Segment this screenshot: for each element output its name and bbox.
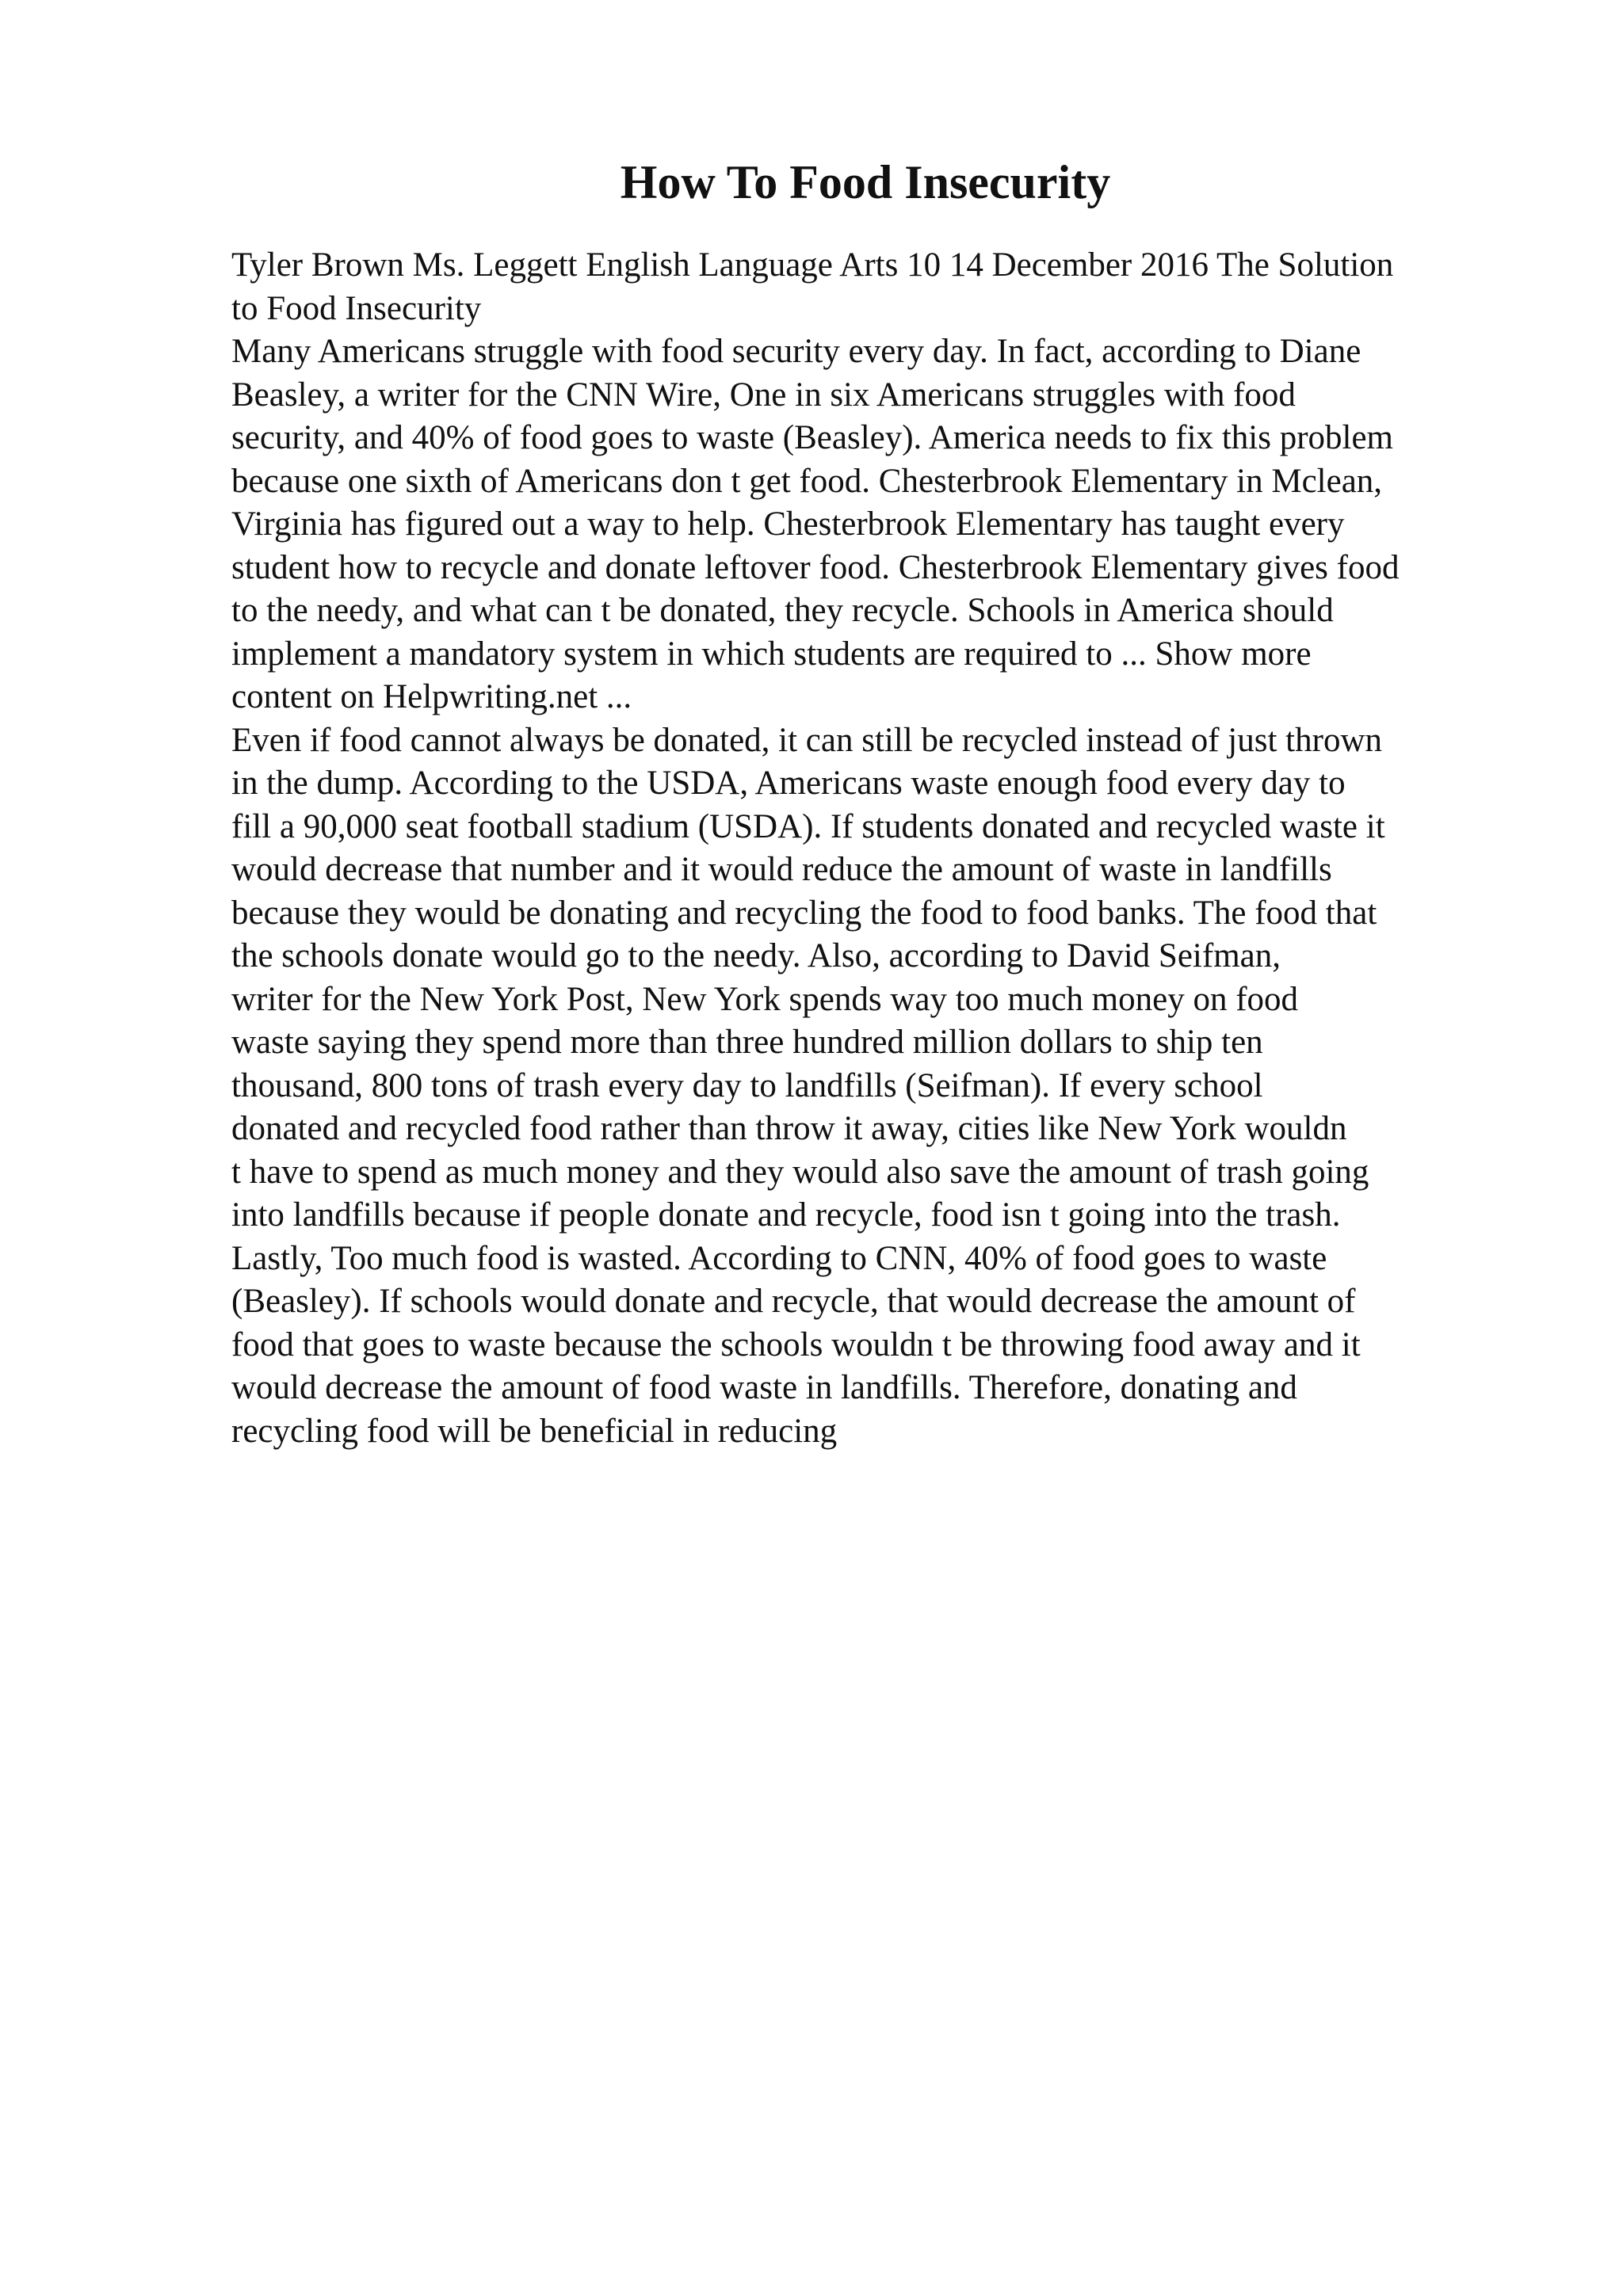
- body-paragraph: Even if food cannot always be donated, it can still be recycled instead of just thrown in the dump. According to the USDA, Americans waste enough food every day to fill a 90,000 seat football stadium (USDA). If students donated and recycled waste it would decrease that number and it would reduce the amount of waste in landfills because they would be donating and recycling the food to food banks. The food that the schools donate would go to the needy. Also, according to David Seifman, writer for the New York Post, New York spends way too much money on food waste saying they spend more than three hundred million dollars to ship ten thousand, 800 tons of trash every day to landfills (Seifman). If every school donated and recycled food rather than throw it away, cities like New York wouldn t have to spend as much money and they would also save the amount of trash going into landfills because if people donate and recycle, food isn t going into the trash. Lastly, Too much food is wasted. According to CNN, 40% of food goes to waste (Beasley). If schools would donate and recycle, that would decrease the amount of food that goes to waste because the schools wouldn t be throwing food away and it would decrease the amount of food waste in landfills. Therefore, donating and recycling food will be beneficial in reducing: [231, 721, 1385, 1450]
- document-body: [231, 244, 1499, 1453]
- header-paragraph: Tyler Brown Ms. Leggett English Language Arts 10 14 December 2016 The Solution to Food Insecurity: [231, 246, 1394, 327]
- document-title: How To Food Insecurity: [620, 156, 1111, 208]
- intro-paragraph: Many Americans struggle with food security every day. In fact, according to Diane Beasley, a writer for the CNN Wire, One in six Americans struggles with food security, and 40% of food goes to waste (Beasley). America needs to fix this problem because one sixth of Americans don t get food. Chesterbrook Elementary in Mclean, Virginia has figured out a way to help. Chesterbrook Elementary has taught every student how to recycle and donate leftover food. Chesterbrook Elementary gives food to the needy, and what can t be donated, they recycle. Schools in America should implement a mandatory system in which students are required to ... Show more content on Helpwriting.net ...: [231, 333, 1400, 715]
